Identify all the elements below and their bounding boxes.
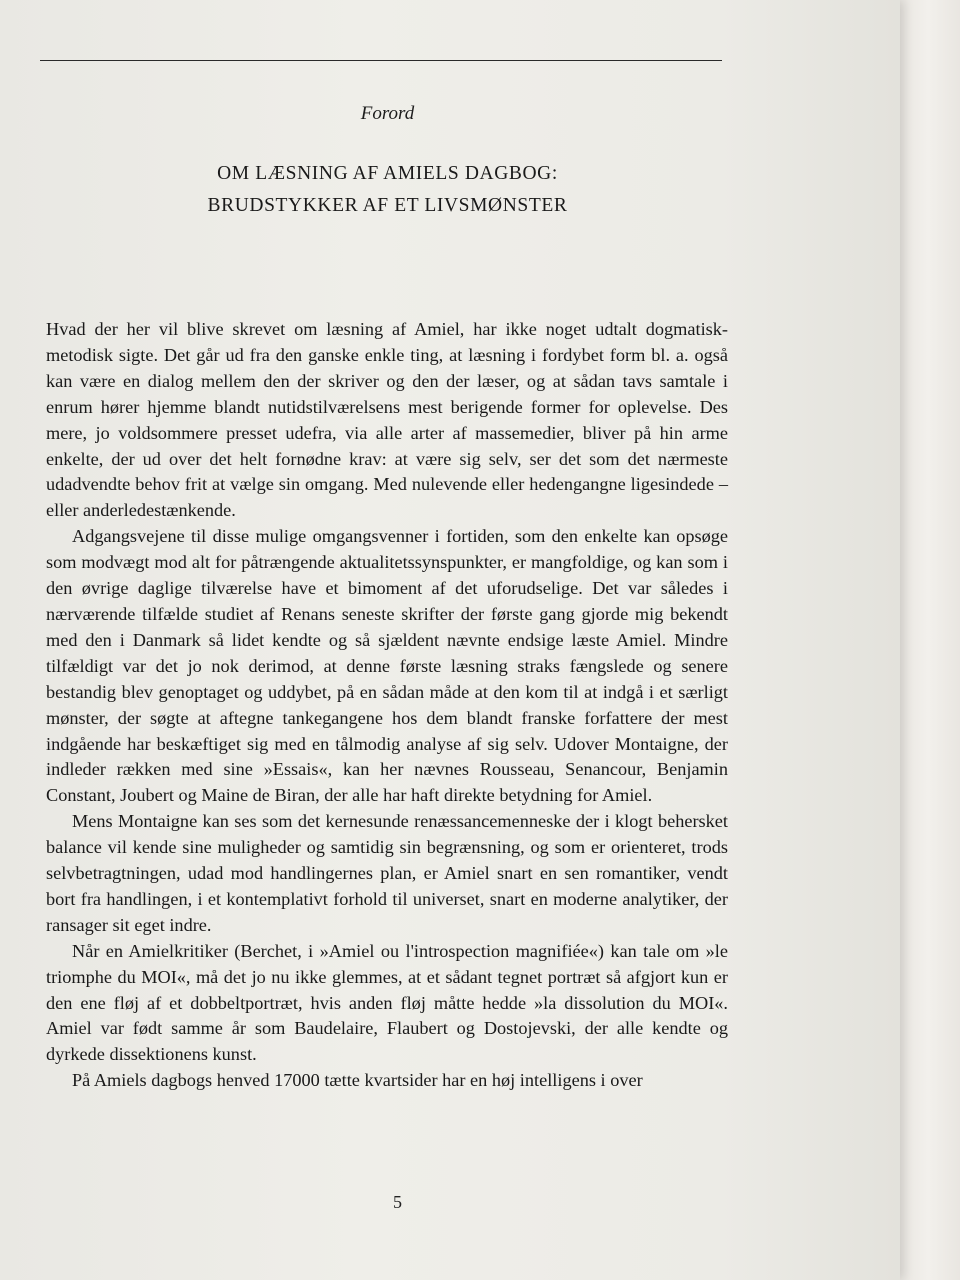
page-number: 5 bbox=[393, 1192, 402, 1212]
paragraph: Mens Montaigne kan ses som det kernesunde renæssancemenneske der i klogt behersket balance vil kende sine muligheder og samtidig sin begrænsning, og som er orienteret, trods selvbetragtningen, udad mod handlingernes plan, er Amiel snart en sen romantiker, vendt bort fra handlingen, i et kontemplativt forhold til universet, snart en moderne analytiker, der ransager sit eget indre. bbox=[46, 811, 728, 935]
paragraph: Når en Amielkritiker (Berchet, i »Amiel ou l'introspection magnifiée«) kan tale om »le triomphe du MOI«, må det jo nu ikke glemmes, at et sådant tegnet portræt så afgjort kun er den ene fløj af et dobbeltportræt, hvis anden fløj måtte hedde »la dissolution du MOI«. Amiel var født samme år som Baudelaire, Flaubert og Dostojevski, der alle kendte og dyrkede dissektionens kunst. bbox=[46, 940, 728, 1065]
header-rule bbox=[40, 60, 722, 61]
paragraph: Adgangsvejene til disse mulige omgangsvenner i fortiden, som den enkelte kan opsøge som modvægt mod alt for påtrængende aktualitetssynspunkter, er mangfoldige, og kan som i den øvrige daglige tilværelse have et bimoment af det uforudselige. Det var således i nærværende tilfælde studiet af Renans seneste skrifter der første gang gjorde mig bekendt med den i Danmark så lidet kendte og så sjældent nævnte endsige læste Amiel. Mindre tilfældigt var det jo nok derimod, at denne første læsning straks fængslede og senere bestandig blev genoptaget og uddybet, på en sådan måde at den kom til at indgå i et særligt mønster, der søgte at aftegne tankegangene hos dem blandt franske forfattere der mest indgående har beskæftiget sig med en tålmodig analyse af sig selv. Udover Montaigne, der indleder rækken med sine »Essais«, kan her nævnes Rousseau, Senancour, Benjamin Constant, Joubert og Maine de Biran, der alle har haft direkte betydning for Amiel. bbox=[46, 526, 728, 806]
section-label: Forord bbox=[360, 103, 415, 124]
chapter-title bbox=[0, 158, 775, 222]
body-text bbox=[46, 317, 728, 1094]
paragraph: Hvad der her vil blive skrevet om læsning af Amiel, har ikke noget udtalt dogmatisk-metodisk sigte. Det går ud fra den ganske enkle ting, at læsning i fordybet form bl. a. også kan være en dialog mellem den der skriver og den der læser, og at sådan tavs samtale i enrum hører hjemme blandt nutidstilværelsens mest berigende former for oplevelse. Des mere, jo voldsommere presset udefra, via alle arter af massemedier, bliver på hin arme enkelte, der ud over det helt fornødne krav: at være sig selv, ser det som det nærmeste udadvendte behov frit at vælge sin omgang. Med nulevende eller hedengangne ligesindede – eller anderledestænkende. bbox=[46, 319, 728, 521]
chapter-title-line-2: BRUDSTYKKER AF ET LIVSMØNSTER bbox=[207, 195, 568, 216]
paragraph: På Amiels dagbogs henved 17000 tætte kvartsider har en høj intelligens i over bbox=[72, 1070, 643, 1091]
chapter-title-line-1: OM LÆSNING AF AMIELS DAGBOG: bbox=[217, 163, 558, 184]
